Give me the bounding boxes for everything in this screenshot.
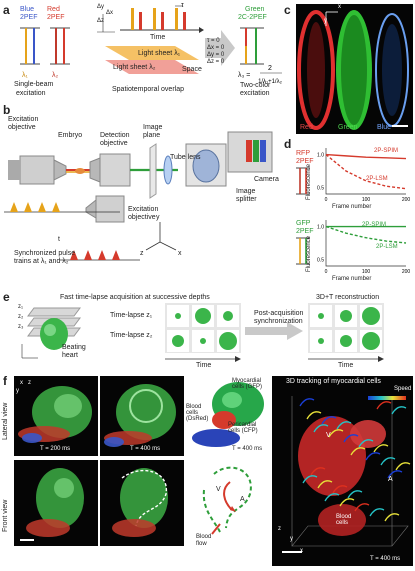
synced-grid <box>308 303 384 355</box>
excitation-objective-2-label-2: objective <box>128 214 156 221</box>
g-axis-x: x <box>300 548 303 554</box>
d-top-lsm-label: 2P-LSM <box>366 176 388 182</box>
y-tick-label: 1.0 <box>317 152 324 159</box>
timelapse-z2: Time-lapse z₂ <box>110 332 153 339</box>
b-axis-x: x <box>178 250 182 257</box>
excitation-objective-label-2: objective <box>8 124 36 131</box>
g-blood-label-1: Blood <box>336 514 352 520</box>
eq-dz: Δz = 0 <box>207 59 225 65</box>
time-label: Time <box>150 34 166 41</box>
rfp-2pef-label: 2PEF <box>296 158 314 165</box>
detection-objective-label: Detection <box>100 132 130 139</box>
single-beam-excitation-label: excitation <box>16 90 46 97</box>
d-bot-lsm-label: 2P-LSM <box>376 244 398 250</box>
panel-label-c: c <box>284 3 291 17</box>
d-top-xlabel: Frame number <box>332 204 372 210</box>
embryo-label: Embryo <box>58 132 83 139</box>
time-400-render: T = 400 ms <box>232 446 263 452</box>
heart-frame-icon <box>362 332 380 350</box>
detection-objective-label-2: objective <box>100 140 128 147</box>
light-sheet-1-label: Light sheet λ₁ <box>138 50 181 57</box>
two-color-2pef-label: 2C-2PEF <box>238 14 267 21</box>
y-tick-label: 0.5 <box>317 185 324 192</box>
tau-label: τ <box>181 2 184 9</box>
light-sheet-2-label: Light sheet λ₂ <box>113 64 156 71</box>
eq-dy: Δy = 0 <box>207 52 225 58</box>
overlap-label: Spatiotemporal overlap <box>112 86 184 93</box>
c-green-label: Green <box>338 124 358 131</box>
g-blood-label-2: cells <box>336 520 349 526</box>
f-axis-y-top: y <box>16 388 19 394</box>
heart-frame-icon <box>175 313 181 319</box>
flow-a-label: A <box>240 496 245 503</box>
red-label: Red <box>47 6 60 13</box>
d-bot-spim-label: 2P-SPIM <box>362 222 387 228</box>
recon-label: 3D+T reconstruction <box>316 294 380 301</box>
x-tick-label: 0 <box>324 197 328 203</box>
fluorescence-charts <box>312 140 414 286</box>
beating-label: Beating <box>62 344 86 351</box>
x-tick-label: 200 <box>401 269 411 275</box>
eq-dx: Δx = 0 <box>207 45 225 51</box>
pulse-train-label-2: trains at λ₁ and λ₂ <box>14 258 69 265</box>
series-line-2p-lsm <box>326 155 406 189</box>
lateral-view-label: Lateral view <box>2 402 9 440</box>
g-time-label: T = 400 ms <box>370 556 401 562</box>
axis-y-c: y <box>324 18 327 24</box>
gfp-2pef-label: 2PEF <box>296 228 314 235</box>
delta-x-label: Δx <box>106 10 114 16</box>
timelapse-z1: Time-lapse z₁ <box>110 312 153 319</box>
delta-y-label: Δy <box>97 4 105 10</box>
heart-frame-icon <box>362 307 380 325</box>
panel-label-d: d <box>284 137 292 151</box>
g-title: 3D tracking of myocardial cells <box>286 378 381 385</box>
time-200: T = 200 ms <box>40 446 71 452</box>
z3-label: z₃ <box>18 324 24 330</box>
tube-lens-label: Tube lens <box>170 154 201 161</box>
eq-tau: τ = 0 <box>207 38 220 44</box>
heart-label: heart <box>62 352 78 359</box>
front-image-200 <box>14 460 98 546</box>
peri-label-2: cells (CFP) <box>228 428 258 434</box>
f-axis-x-top: x <box>20 380 23 386</box>
panel-label-a: a <box>3 3 10 17</box>
red-2pef-label: 2PEF <box>47 14 65 21</box>
e-title: Fast time-lapse acquisition at successive depths <box>60 294 210 301</box>
heart-frame-icon <box>200 338 206 344</box>
heart-frame-icon <box>318 313 324 319</box>
b-axis-z: z <box>140 250 144 257</box>
heart-frame-icon <box>340 310 352 322</box>
t-axis-label: t <box>58 236 60 243</box>
myo-label-2: cells (GFP) <box>232 384 262 390</box>
two-color-excitation-label: excitation <box>240 90 270 97</box>
rfp-label: RFP <box>296 150 310 157</box>
time-label-e2: Time <box>338 362 354 369</box>
tracking-image <box>272 376 413 566</box>
x-tick-label: 200 <box>401 197 411 203</box>
panel-label-f: f <box>3 374 7 388</box>
z1-label: z₁ <box>18 304 24 310</box>
g-axis-y: y <box>290 536 293 542</box>
axis-x-c: x <box>338 4 341 10</box>
time-400: T = 400 ms <box>130 446 161 452</box>
x-tick-label: 100 <box>361 269 371 275</box>
y-tick-label: 0.5 <box>317 257 324 264</box>
lambda1-label: λ₁ <box>22 72 28 79</box>
image-splitter-label: Image <box>236 188 256 195</box>
blue-label: Blue <box>20 6 35 13</box>
blood-flow-label-1: Blood <box>196 534 212 540</box>
embryo-image <box>296 4 413 134</box>
gfp-label: GFP <box>296 220 311 227</box>
image-plane-label: Image <box>143 124 163 131</box>
peri-label-1: Pericardial <box>228 422 257 428</box>
speed-label: Speed <box>394 386 412 392</box>
single-beam-label: Single-beam <box>14 81 54 88</box>
blood-label-3: (DsRed) <box>186 416 209 422</box>
lateral-image-200 <box>14 376 98 456</box>
front-view-label: Front view <box>2 499 9 532</box>
heart-frame-icon <box>340 335 352 347</box>
panel-label-e: e <box>3 290 10 304</box>
front-image-400 <box>100 460 184 546</box>
heart-frame-icon <box>172 335 184 347</box>
heart-frame-icon <box>195 308 211 324</box>
pulse-train-label: Synchronized pulse <box>14 250 76 257</box>
panel-label-b: b <box>3 103 11 117</box>
g-a-label: A <box>388 476 393 483</box>
time-label-e1: Time <box>196 362 212 369</box>
series-line-2p-lsm <box>326 227 406 243</box>
g-v-label: V <box>326 432 331 439</box>
g-axis-z: z <box>278 526 281 532</box>
heart-frame-icon <box>219 332 237 350</box>
svg-text:2: 2 <box>268 65 272 72</box>
d-top-ylabel: Fluorescence <box>306 163 312 200</box>
c-blue-label: Blue <box>377 124 392 131</box>
blood-label-2: cells <box>186 410 199 416</box>
lambda3-label: λ₃ = <box>238 72 251 79</box>
d-bot-xlabel: Frame number <box>332 276 372 282</box>
c-red-label: Red <box>300 124 313 131</box>
blood-flow-label-2: flow <box>196 541 207 547</box>
lambda2-label: λ₂ <box>52 72 59 79</box>
blood-label-1: Blood <box>186 404 202 410</box>
blue-2pef-label: 2PEF <box>20 14 38 21</box>
d-top-spim-label: 2P-SPIM <box>374 148 399 154</box>
y-tick-label: 1.0 <box>317 224 324 231</box>
camera-label: Camera <box>254 176 279 183</box>
green-label: Green <box>245 6 265 13</box>
two-color-label: Two-color <box>240 82 271 89</box>
sync-arrow <box>245 322 305 340</box>
b-axis-y: y <box>156 214 160 221</box>
image-plane-label-2: plane <box>143 132 161 139</box>
post-acq-label: Post-acquisition <box>254 310 304 317</box>
svg-text:1/λ₁+1/λ₂: 1/λ₁+1/λ₂ <box>258 79 282 85</box>
flow-v-label: V <box>216 486 221 493</box>
timelapse-grid <box>165 303 241 355</box>
delta-z-label: Δz <box>97 18 105 24</box>
lateral-image-400 <box>100 376 184 456</box>
x-tick-label: 100 <box>361 197 371 203</box>
heart-frame-icon <box>223 311 233 321</box>
single-beam-diagram <box>18 24 78 72</box>
d-bot-ylabel: Fluorescence <box>306 235 312 272</box>
myo-label-1: Myocardial <box>232 378 262 384</box>
excitation-objective-2-label: Excitation <box>128 206 159 213</box>
x-tick-label: 0 <box>324 269 328 275</box>
excitation-objective-label: Excitation <box>8 116 39 123</box>
space-label: Space <box>182 66 202 73</box>
z2-label: z₂ <box>18 314 24 320</box>
image-splitter-label-2: splitter <box>236 196 257 203</box>
f-axis-z-top: z <box>28 380 31 386</box>
series-line-2p-spim <box>326 155 406 159</box>
heart-frame-icon <box>318 338 324 344</box>
sync-label: synchronization <box>254 318 303 325</box>
